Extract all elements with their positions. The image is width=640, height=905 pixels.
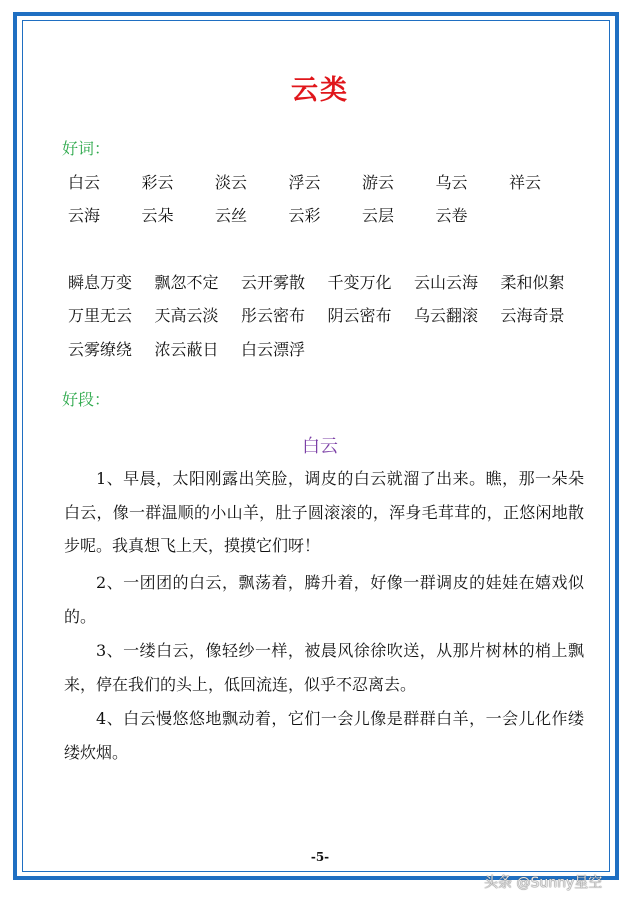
word: 云层 (362, 206, 395, 225)
word: 白云 (68, 173, 101, 192)
word: 云丝 (215, 206, 248, 225)
phrase: 千变万化 (327, 273, 392, 292)
paragraph-3: 3、一缕白云，像轻纱一样，被晨风徐徐吹送，从那片树林的梢上飘来，停在我们的头上，低回流连，似乎不忍离去。 (64, 641, 584, 694)
good-words-label: 好词： (62, 139, 111, 158)
words-row-2 (68, 203, 509, 226)
word: 彩云 (141, 173, 174, 192)
phrase: 彤云密布 (241, 306, 306, 325)
word: 淡云 (215, 173, 248, 192)
word: 云卷 (435, 206, 468, 225)
word: 浮云 (288, 173, 321, 192)
word: 云朵 (141, 206, 174, 225)
phrases-row-2 (68, 303, 587, 326)
phrase: 云开雾散 (241, 273, 306, 292)
phrase: 云海奇景 (500, 306, 565, 325)
word: 云海 (68, 206, 101, 225)
phrase: 白云漂浮 (241, 340, 306, 359)
word: 游云 (362, 173, 395, 192)
phrase: 乌云翻滚 (414, 306, 479, 325)
good-paragraphs-label: 好段： (62, 390, 111, 409)
page-title: 云类 (291, 75, 349, 106)
page-number: -5- (310, 850, 330, 864)
word: 祥云 (509, 173, 542, 192)
watermark: 头条 @Sunny星空 (484, 875, 603, 891)
paragraph-section-title: 白云 (302, 436, 338, 457)
paragraph-2: 2、一团团的白云，飘荡着，腾升着，好像一群调皮的娃娃在嬉戏似的。 (64, 573, 584, 626)
word: 云彩 (288, 206, 321, 225)
phrase: 阴云密布 (327, 306, 392, 325)
phrase: 柔和似絮 (500, 273, 565, 292)
paragraph-4: 4、白云慢悠悠地飘动着，它们一会儿像是群群白羊，一会儿化作缕缕炊烟。 (64, 709, 584, 762)
phrase: 云雾缭绕 (68, 340, 133, 359)
phrase: 飘忽不定 (154, 273, 219, 292)
phrases-row-3 (68, 337, 328, 360)
phrase: 浓云蔽日 (154, 340, 219, 359)
phrase: 瞬息万变 (68, 273, 133, 292)
paragraph-1: 1、早晨，太阳刚露出笑脸，调皮的白云就溜了出来。瞧，那一朵朵白云，像一群温顺的小山羊，肚子圆滚滚的，浑身毛茸茸的，正悠闲地散步呢。我真想飞上天，摸摸它们呀！ (64, 469, 584, 555)
words-row-1 (68, 170, 583, 193)
phrase: 天高云淡 (154, 306, 219, 325)
phrase: 万里无云 (68, 306, 133, 325)
phrases-row-1 (68, 270, 587, 293)
word: 乌云 (435, 173, 468, 192)
phrase: 云山云海 (414, 273, 479, 292)
